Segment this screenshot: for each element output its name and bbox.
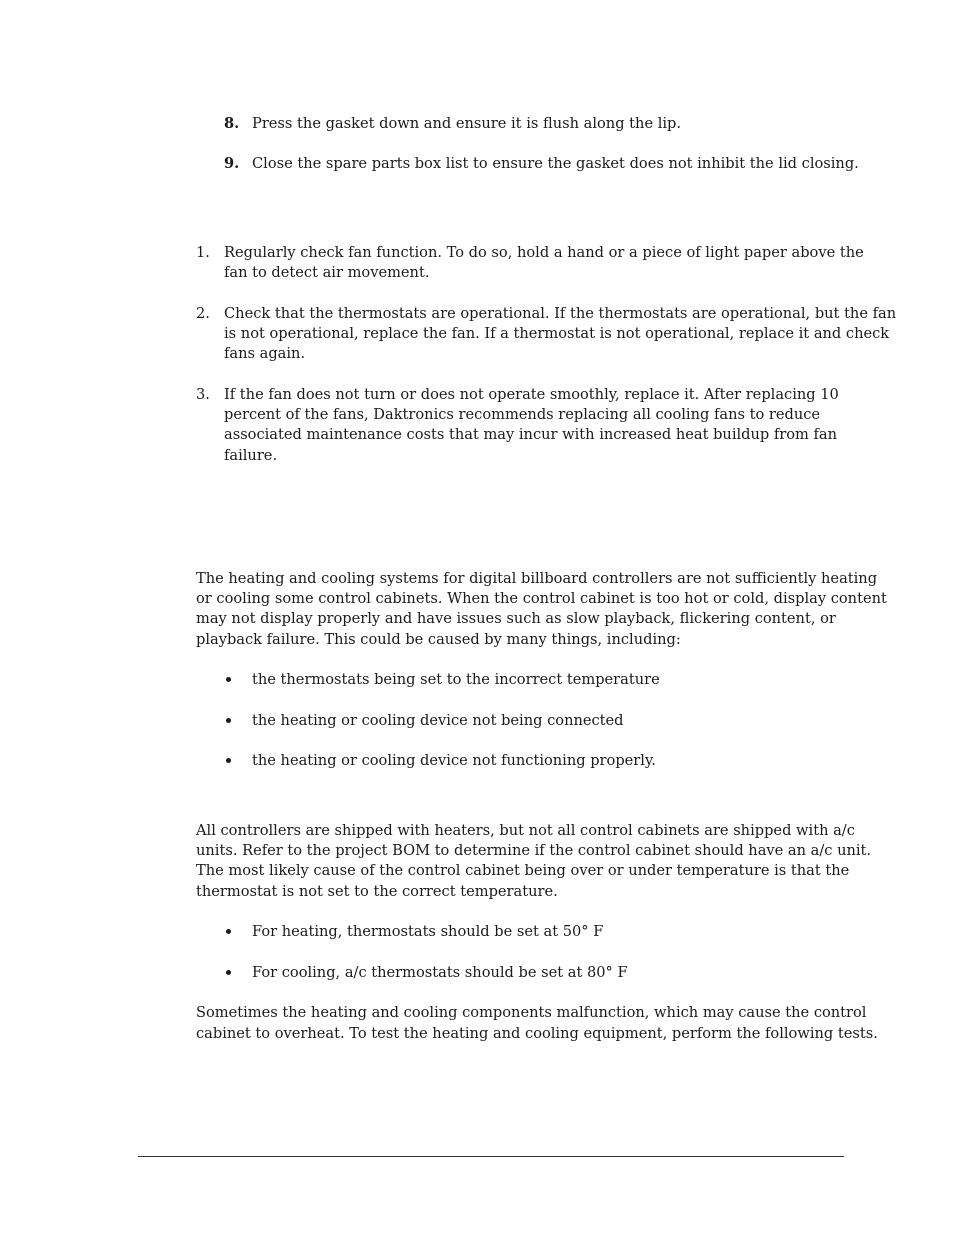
footer-divider bbox=[138, 1156, 844, 1157]
step-number: 3. bbox=[196, 386, 210, 403]
step-number: 2. bbox=[196, 305, 210, 322]
bullet-text: For cooling, a/c thermostats should be set at 80° F bbox=[252, 964, 628, 981]
bullet-text: the heating or cooling device not being connected bbox=[252, 712, 624, 729]
bullet-icon bbox=[226, 677, 231, 682]
paragraph-line: playback failure. This could be caused by many things, including: bbox=[196, 631, 681, 648]
bullet-icon bbox=[226, 970, 231, 975]
step-text: Close the spare parts box list to ensure the gasket does not inhibit the lid closing. bbox=[252, 155, 859, 172]
bullet-icon bbox=[226, 929, 231, 934]
paragraph-line: cabinet to overheat. To test the heating and cooling equipment, perform the following tests. bbox=[196, 1025, 878, 1042]
step-line: failure. bbox=[224, 447, 278, 464]
paragraph-line: may not display properly and have issues such as slow playback, flickering content, or bbox=[196, 610, 836, 627]
step-number: 8. bbox=[224, 115, 240, 132]
step-line: is not operational, replace the fan. If a thermostat is not operational, replace it and check bbox=[224, 325, 890, 342]
step-line: percent of the fans, Daktronics recommends replacing all cooling fans to reduce bbox=[224, 406, 821, 423]
step-line: If the fan does not turn or does not operate smoothly, replace it. After replacing 10 bbox=[224, 386, 839, 403]
bullet-text: For heating, thermostats should be set at 50° F bbox=[252, 923, 604, 940]
paragraph-line: Sometimes the heating and cooling components malfunction, which may cause the control bbox=[196, 1004, 867, 1021]
step-line: associated maintenance costs that may incur with increased heat buildup from fan bbox=[224, 426, 838, 443]
step-line: fans again. bbox=[224, 345, 306, 362]
paragraph-line: The heating and cooling systems for digital billboard controllers are not sufficiently heating bbox=[196, 570, 878, 587]
bullet-icon bbox=[226, 718, 231, 723]
bullet-icon bbox=[226, 758, 231, 763]
paragraph-line: thermostat is not set to the correct temperature. bbox=[196, 883, 558, 900]
step-line: Regularly check fan function. To do so, hold a hand or a piece of light paper above the bbox=[224, 244, 864, 261]
paragraph-line: units. Refer to the project BOM to determine if the control cabinet should have an a/c unit. bbox=[196, 842, 872, 859]
bullet-text: the thermostats being set to the incorrect temperature bbox=[252, 671, 660, 688]
step-number: 9. bbox=[224, 155, 240, 172]
paragraph-line: or cooling some control cabinets. When the control cabinet is too hot or cold, display content bbox=[196, 590, 887, 607]
paragraph-line: The most likely cause of the control cabinet being over or under temperature is that the bbox=[196, 862, 850, 879]
bullet-text: the heating or cooling device not functioning properly. bbox=[252, 752, 656, 769]
step-number: 1. bbox=[196, 244, 210, 261]
paragraph-line: All controllers are shipped with heaters, but not all control cabinets are shipped with a/c bbox=[196, 822, 855, 839]
step-line: fan to detect air movement. bbox=[224, 264, 430, 281]
step-line: Check that the thermostats are operational. If the thermostats are operational, but the fan bbox=[224, 305, 897, 322]
step-text: Press the gasket down and ensure it is flush along the lip. bbox=[252, 115, 682, 132]
